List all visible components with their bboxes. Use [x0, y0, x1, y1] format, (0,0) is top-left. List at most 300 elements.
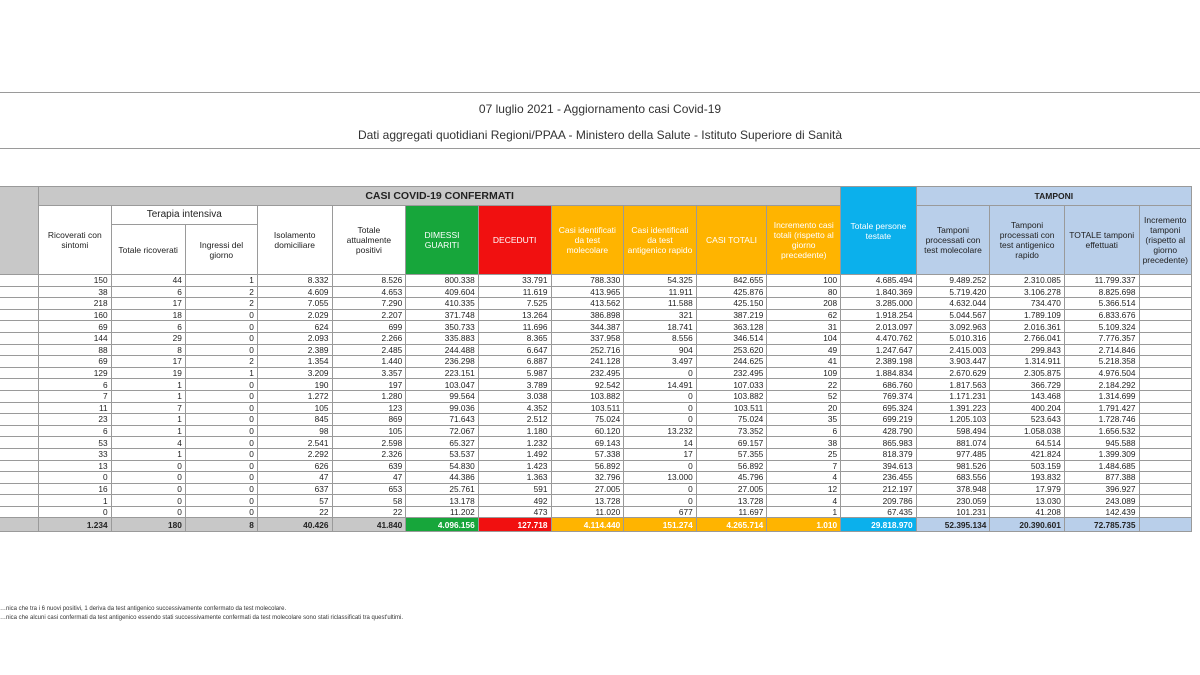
value-cell: 142.439	[1064, 506, 1139, 518]
value-cell: 0	[185, 402, 257, 414]
total-cell: 40.426	[257, 518, 332, 532]
value-cell: 1.789.109	[990, 309, 1065, 321]
value-cell: 2.016.361	[990, 321, 1065, 333]
value-cell: 17	[111, 298, 185, 310]
value-cell: 4.685.494	[841, 275, 917, 287]
value-cell: 107.033	[696, 379, 767, 391]
value-cell: 503.159	[990, 460, 1065, 472]
value-cell: 699	[332, 321, 406, 333]
incremento-tamponi-cell	[1139, 379, 1192, 391]
value-cell: 2.389	[257, 344, 332, 356]
table-row	[0, 483, 1192, 495]
value-cell: 13.728	[551, 495, 624, 507]
value-cell: 253.620	[696, 344, 767, 356]
value-cell: 6.887	[478, 356, 551, 368]
value-cell: 2.670.629	[916, 367, 990, 379]
value-cell: 11	[39, 402, 112, 414]
value-cell: 425.876	[696, 286, 767, 298]
value-cell: 11.696	[478, 321, 551, 333]
value-cell: 8	[111, 344, 185, 356]
incremento-tamponi-cell	[1139, 414, 1192, 426]
value-cell: 2.326	[332, 448, 406, 460]
table-row	[0, 460, 1192, 472]
value-cell: 2.013.097	[841, 321, 917, 333]
region-cell	[0, 483, 39, 495]
value-cell: 4.632.044	[916, 298, 990, 310]
value-cell: 103.882	[696, 390, 767, 402]
value-cell: 73.352	[696, 425, 767, 437]
value-cell: 41	[767, 356, 841, 368]
value-cell: 1.884.834	[841, 367, 917, 379]
value-cell: 1.058.038	[990, 425, 1065, 437]
incremento-tamponi-cell	[1139, 472, 1192, 484]
value-cell: 0	[185, 460, 257, 472]
value-cell: 14.491	[624, 379, 697, 391]
value-cell: 2.093	[257, 332, 332, 344]
total-cell: 180	[111, 518, 185, 532]
value-cell: 410.335	[406, 298, 478, 310]
value-cell: 150	[39, 275, 112, 287]
value-cell: 842.655	[696, 275, 767, 287]
value-cell: 413.965	[551, 286, 624, 298]
value-cell: 3.038	[478, 390, 551, 402]
value-cell: 0	[111, 506, 185, 518]
totals-label-cell	[0, 518, 39, 532]
ricoverati-header: Ricoverati con sintomi	[39, 206, 112, 275]
value-cell: 53.537	[406, 448, 478, 460]
value-cell: 193.832	[990, 472, 1065, 484]
table-row	[0, 506, 1192, 518]
value-cell: 103.882	[551, 390, 624, 402]
value-cell: 1.205.103	[916, 414, 990, 426]
value-cell: 3.285.000	[841, 298, 917, 310]
value-cell: 473	[478, 506, 551, 518]
value-cell: 103.047	[406, 379, 478, 391]
value-cell: 3.106.278	[990, 286, 1065, 298]
value-cell: 99.036	[406, 402, 478, 414]
total-cell: 29.818.970	[841, 518, 917, 532]
value-cell: 1.363	[478, 472, 551, 484]
value-cell: 1.272	[257, 390, 332, 402]
value-cell: 13.030	[990, 495, 1065, 507]
incremento-tamponi-cell	[1139, 356, 1192, 368]
value-cell: 0	[185, 344, 257, 356]
value-cell: 0	[39, 472, 112, 484]
value-cell: 190	[257, 379, 332, 391]
value-cell: 105	[332, 425, 406, 437]
value-cell: 366.729	[990, 379, 1065, 391]
value-cell: 0	[624, 460, 697, 472]
casi-antigenico-header: Casi identificati da test antigenico rapido	[624, 206, 697, 275]
region-cell	[0, 425, 39, 437]
region-cell	[0, 356, 39, 368]
page-title: 07 luglio 2021 - Aggiornamento casi Covid-19	[478, 102, 722, 116]
value-cell: 0	[185, 309, 257, 321]
value-cell: 5.366.514	[1064, 298, 1139, 310]
value-cell: 9.489.252	[916, 275, 990, 287]
value-cell: 103.511	[696, 402, 767, 414]
value-cell: 47	[257, 472, 332, 484]
value-cell: 69	[39, 356, 112, 368]
value-cell: 1.817.563	[916, 379, 990, 391]
value-cell: 1	[111, 425, 185, 437]
value-cell: 4.470.762	[841, 332, 917, 344]
region-cell	[0, 275, 39, 287]
value-cell: 232.495	[696, 367, 767, 379]
region-cell	[0, 379, 39, 391]
value-cell: 396.927	[1064, 483, 1139, 495]
value-cell: 0	[185, 506, 257, 518]
value-cell: 11.202	[406, 506, 478, 518]
value-cell: 2.292	[257, 448, 332, 460]
value-cell: 243.089	[1064, 495, 1139, 507]
value-cell: 2.541	[257, 437, 332, 449]
value-cell: 244.488	[406, 344, 478, 356]
value-cell: 321	[624, 309, 697, 321]
value-cell: 371.748	[406, 309, 478, 321]
value-cell: 29	[111, 332, 185, 344]
incremento-tamponi-cell	[1139, 460, 1192, 472]
value-cell: 2.310.085	[990, 275, 1065, 287]
value-cell: 1.840.369	[841, 286, 917, 298]
total-cell: 20.390.601	[990, 518, 1065, 532]
value-cell: 14	[624, 437, 697, 449]
incremento-tamponi-cell	[1139, 425, 1192, 437]
value-cell: 1	[185, 275, 257, 287]
deceduti-header: DECEDUTI	[478, 206, 551, 275]
region-cell	[0, 495, 39, 507]
value-cell: 56.892	[551, 460, 624, 472]
value-cell: 695.324	[841, 402, 917, 414]
value-cell: 4	[111, 437, 185, 449]
value-cell: 2.415.003	[916, 344, 990, 356]
value-cell: 64.514	[990, 437, 1065, 449]
region-cell	[0, 286, 39, 298]
value-cell: 103.511	[551, 402, 624, 414]
value-cell: 98	[257, 425, 332, 437]
value-cell: 845	[257, 414, 332, 426]
value-cell: 624	[257, 321, 332, 333]
value-cell: 637	[257, 483, 332, 495]
value-cell: 2.029	[257, 309, 332, 321]
table-row	[0, 286, 1192, 298]
value-cell: 6	[39, 425, 112, 437]
value-cell: 425.150	[696, 298, 767, 310]
incremento-tamponi-cell	[1139, 402, 1192, 414]
value-cell: 0	[624, 414, 697, 426]
value-cell: 598.494	[916, 425, 990, 437]
value-cell: 0	[111, 495, 185, 507]
value-cell: 18.741	[624, 321, 697, 333]
value-cell: 0	[624, 495, 697, 507]
incremento-tamponi-cell	[1139, 506, 1192, 518]
value-cell: 33.791	[478, 275, 551, 287]
value-cell: 7	[767, 460, 841, 472]
value-cell: 11.799.337	[1064, 275, 1139, 287]
value-cell: 75.024	[696, 414, 767, 426]
table-row	[0, 332, 1192, 344]
value-cell: 212.197	[841, 483, 917, 495]
value-cell: 378.948	[916, 483, 990, 495]
value-cell: 677	[624, 506, 697, 518]
value-cell: 1.492	[478, 448, 551, 460]
value-cell: 1.918.254	[841, 309, 917, 321]
value-cell: 2.207	[332, 309, 406, 321]
value-cell: 65.327	[406, 437, 478, 449]
value-cell: 13.264	[478, 309, 551, 321]
value-cell: 6	[767, 425, 841, 437]
value-cell: 54.325	[624, 275, 697, 287]
value-cell: 75.024	[551, 414, 624, 426]
value-cell: 2.184.292	[1064, 379, 1139, 391]
value-cell: 13.000	[624, 472, 697, 484]
value-cell: 143.468	[990, 390, 1065, 402]
value-cell: 11.619	[478, 286, 551, 298]
value-cell: 0	[185, 332, 257, 344]
value-cell: 1.314.699	[1064, 390, 1139, 402]
value-cell: 1	[111, 379, 185, 391]
value-cell: 0	[185, 448, 257, 460]
value-cell: 62	[767, 309, 841, 321]
value-cell: 4.609	[257, 286, 332, 298]
value-cell: 25	[767, 448, 841, 460]
value-cell: 421.824	[990, 448, 1065, 460]
value-cell: 1.280	[332, 390, 406, 402]
value-cell: 0	[624, 367, 697, 379]
totale-positivi-header: Totale attualmente positivi	[332, 206, 406, 275]
value-cell: 2.766.041	[990, 332, 1065, 344]
value-cell: 44	[111, 275, 185, 287]
value-cell: 1	[111, 448, 185, 460]
table-row	[0, 448, 1192, 460]
value-cell: 0	[624, 402, 697, 414]
page-subtitle: Dati aggregati quotidiani Regioni/PPAA - Ministero della Salute - Istituto Superiore di Sanità	[357, 128, 843, 142]
isolamento-header: Isolamento domiciliare	[257, 206, 332, 275]
value-cell: 3.357	[332, 367, 406, 379]
value-cell: 2	[185, 356, 257, 368]
value-cell: 67.435	[841, 506, 917, 518]
value-cell: 344.387	[551, 321, 624, 333]
table-row	[0, 321, 1192, 333]
value-cell: 3.789	[478, 379, 551, 391]
value-cell: 100	[767, 275, 841, 287]
value-cell: 58	[332, 495, 406, 507]
value-cell: 1.354	[257, 356, 332, 368]
value-cell: 2	[185, 298, 257, 310]
value-cell: 0	[185, 390, 257, 402]
value-cell: 1.314.911	[990, 356, 1065, 368]
table-row	[0, 275, 1192, 287]
table-row	[0, 402, 1192, 414]
table-row	[0, 437, 1192, 449]
value-cell: 27.005	[551, 483, 624, 495]
value-cell: 386.898	[551, 309, 624, 321]
value-cell: 881.074	[916, 437, 990, 449]
value-cell: 3.497	[624, 356, 697, 368]
region-cell	[0, 309, 39, 321]
value-cell: 92.542	[551, 379, 624, 391]
value-cell: 2.266	[332, 332, 406, 344]
table-row	[0, 425, 1192, 437]
value-cell: 1.399.309	[1064, 448, 1139, 460]
value-cell: 8.332	[257, 275, 332, 287]
value-cell: 22	[767, 379, 841, 391]
total-cell: 4.114.440	[551, 518, 624, 532]
value-cell: 981.526	[916, 460, 990, 472]
total-cell: 4.265.714	[696, 518, 767, 532]
value-cell: 346.514	[696, 332, 767, 344]
top-rule	[0, 92, 1200, 93]
value-cell: 1.180	[478, 425, 551, 437]
table-row	[0, 298, 1192, 310]
value-cell: 123	[332, 402, 406, 414]
region-cell	[0, 402, 39, 414]
value-cell: 639	[332, 460, 406, 472]
total-cell: 151.274	[624, 518, 697, 532]
value-cell: 104	[767, 332, 841, 344]
value-cell: 8.556	[624, 332, 697, 344]
value-cell: 38	[39, 286, 112, 298]
total-cell: 72.785.735	[1064, 518, 1139, 532]
table-row	[0, 414, 1192, 426]
region-cell	[0, 437, 39, 449]
total-incremento-tamponi-cell	[1139, 518, 1192, 532]
region-cell	[0, 298, 39, 310]
value-cell: 47	[332, 472, 406, 484]
value-cell: 2.485	[332, 344, 406, 356]
value-cell: 69.143	[551, 437, 624, 449]
value-cell: 1.728.746	[1064, 414, 1139, 426]
value-cell: 27.005	[696, 483, 767, 495]
total-cell: 127.718	[478, 518, 551, 532]
value-cell: 244.625	[696, 356, 767, 368]
value-cell: 1.247.647	[841, 344, 917, 356]
value-cell: 2.714.846	[1064, 344, 1139, 356]
value-cell: 1.423	[478, 460, 551, 472]
table-row	[0, 344, 1192, 356]
value-cell: 19	[111, 367, 185, 379]
value-cell: 0	[185, 495, 257, 507]
value-cell: 11.588	[624, 298, 697, 310]
value-cell: 6	[111, 286, 185, 298]
region-cell	[0, 460, 39, 472]
value-cell: 492	[478, 495, 551, 507]
value-cell: 197	[332, 379, 406, 391]
value-cell: 7.525	[478, 298, 551, 310]
value-cell: 7	[111, 402, 185, 414]
value-cell: 0	[111, 472, 185, 484]
region-cell	[0, 367, 39, 379]
table-row	[0, 495, 1192, 507]
value-cell: 904	[624, 344, 697, 356]
value-cell: 0	[185, 425, 257, 437]
table-row	[0, 309, 1192, 321]
value-cell: 252.716	[551, 344, 624, 356]
value-cell: 13.232	[624, 425, 697, 437]
value-cell: 394.613	[841, 460, 917, 472]
value-cell: 653	[332, 483, 406, 495]
table-body	[0, 275, 1192, 532]
table-row	[0, 390, 1192, 402]
value-cell: 1	[111, 414, 185, 426]
region-cell	[0, 332, 39, 344]
value-cell: 218	[39, 298, 112, 310]
value-cell: 5.719.420	[916, 286, 990, 298]
value-cell: 1.440	[332, 356, 406, 368]
value-cell: 363.128	[696, 321, 767, 333]
value-cell: 33	[39, 448, 112, 460]
value-cell: 236.455	[841, 472, 917, 484]
tamponi-antigenico-header: Tamponi processati con test antigenico rapido	[990, 206, 1065, 275]
value-cell: 3.209	[257, 367, 332, 379]
value-cell: 818.379	[841, 448, 917, 460]
value-cell: 299.843	[990, 344, 1065, 356]
value-cell: 232.495	[551, 367, 624, 379]
value-cell: 0	[185, 483, 257, 495]
value-cell: 6.833.676	[1064, 309, 1139, 321]
value-cell: 2.512	[478, 414, 551, 426]
value-cell: 413.562	[551, 298, 624, 310]
covid-data-table	[0, 186, 1192, 532]
incremento-tamponi-cell	[1139, 367, 1192, 379]
value-cell: 52	[767, 390, 841, 402]
value-cell: 22	[257, 506, 332, 518]
value-cell: 4.976.504	[1064, 367, 1139, 379]
value-cell: 2.389.198	[841, 356, 917, 368]
value-cell: 2	[185, 286, 257, 298]
value-cell: 2.598	[332, 437, 406, 449]
value-cell: 144	[39, 332, 112, 344]
subtitle-rule	[0, 148, 1200, 149]
value-cell: 71.643	[406, 414, 478, 426]
value-cell: 69.157	[696, 437, 767, 449]
value-cell: 699.219	[841, 414, 917, 426]
total-cell: 1.010	[767, 518, 841, 532]
value-cell: 11.020	[551, 506, 624, 518]
total-cell: 41.840	[332, 518, 406, 532]
value-cell: 80	[767, 286, 841, 298]
value-cell: 0	[185, 379, 257, 391]
value-cell: 18	[111, 309, 185, 321]
value-cell: 4.653	[332, 286, 406, 298]
value-cell: 523.643	[990, 414, 1065, 426]
incremento-tamponi-cell	[1139, 495, 1192, 507]
value-cell: 865.983	[841, 437, 917, 449]
incremento-tamponi-cell	[1139, 309, 1192, 321]
value-cell: 337.958	[551, 332, 624, 344]
value-cell: 32.796	[551, 472, 624, 484]
incremento-tamponi-cell	[1139, 332, 1192, 344]
value-cell: 223.151	[406, 367, 478, 379]
value-cell: 1.484.685	[1064, 460, 1139, 472]
value-cell: 41.208	[990, 506, 1065, 518]
value-cell: 38	[767, 437, 841, 449]
value-cell: 8.365	[478, 332, 551, 344]
region-cell	[0, 414, 39, 426]
table-row	[0, 472, 1192, 484]
value-cell: 11.697	[696, 506, 767, 518]
value-cell: 2.305.875	[990, 367, 1065, 379]
value-cell: 208	[767, 298, 841, 310]
value-cell: 591	[478, 483, 551, 495]
value-cell: 1	[767, 506, 841, 518]
value-cell: 8.825.698	[1064, 286, 1139, 298]
value-cell: 0	[185, 472, 257, 484]
value-cell: 109	[767, 367, 841, 379]
value-cell: 5.010.316	[916, 332, 990, 344]
incremento-tamponi-cell	[1139, 275, 1192, 287]
incremento-tamponi-cell	[1139, 298, 1192, 310]
